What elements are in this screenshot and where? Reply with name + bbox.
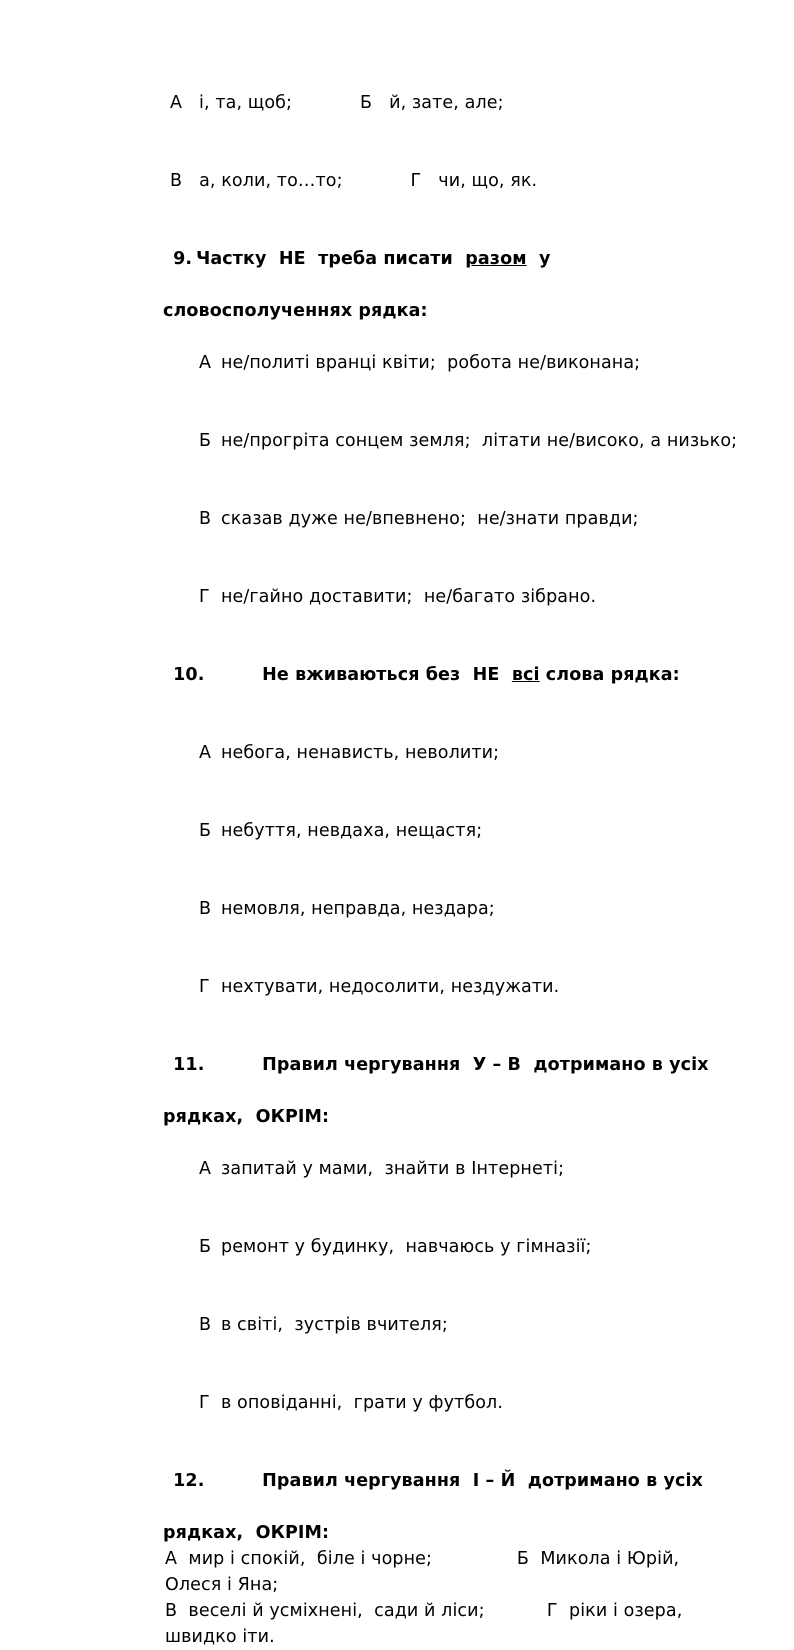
question-12-stem-text: Правил чергування І – Й дотримано в усіх [262,1471,703,1491]
question-9-stem-line-1 [136,220,756,298]
question-11-stem-line-2: рядках, ОКРІМ: [163,1107,330,1127]
question-10-option-b [136,792,756,870]
option-row [136,142,756,220]
option-text: нехтувати, недосолити, нездужати. [220,977,560,997]
question-9-option-g [136,558,756,636]
option-letter: А [198,353,212,373]
question-9-number: 9. [173,249,193,269]
option-text: небога, ненависть, неволити; [220,743,500,763]
question-10-stem-line-1 [136,636,756,714]
option-letter: Г [198,587,210,607]
question-12-stem-line-2: рядках, ОКРІМ: [163,1523,330,1543]
option-letter: А [198,1159,212,1179]
question-10-option-g [136,948,756,1026]
question-11-stem-text: Правил чергування У – В дотримано в усіх [262,1055,709,1075]
question-10-emphasis: всі [511,665,540,685]
option-text: не/политі вранці квіти; робота не/виконана; [220,353,641,373]
question-11-option-g [136,1364,756,1442]
option-letter: В [198,509,212,529]
option-text: небуття, невдаха, нещастя; [220,821,483,841]
question-10-option-a [136,714,756,792]
question-12-options-a-b: А мир і спокій, біле і чорне; Б Микола і Юрій, [165,1549,680,1569]
option-text: ремонт у будинку, навчаюсь у гімназії; [220,1237,592,1257]
question-9-option-v [136,480,756,558]
question-12-option-b-wrap: Олеся і Яна; [165,1575,279,1595]
question-10-number: 10. [173,665,205,685]
option-letter: Б [198,821,212,841]
question-10-stem-text-after: слова рядка: [539,665,680,685]
question-9-stem-line-2: словосполученнях рядка: [163,301,428,321]
option-pair-line: А і, та, щоб; Б й, зате, але; [169,93,504,113]
option-pair-line: В а, коли, то…то; Г чи, що, як. [169,171,538,191]
option-text: запитай у мами, знайти в Інтернеті; [220,1159,565,1179]
option-letter: Г [198,977,210,997]
question-9-stem-text-after: у [526,249,551,269]
question-9-emphasis: разом [465,249,527,269]
option-letter: В [198,1315,212,1335]
worksheet-body [136,64,756,1650]
option-text: немовля, неправда, нездара; [220,899,495,919]
question-11-option-v [136,1286,756,1364]
option-letter: Б [198,431,212,451]
question-9-stem-text-before: Частку НЕ треба писати [196,249,466,269]
option-letter: В [198,899,212,919]
option-row [136,64,756,142]
question-9-option-a [136,324,756,402]
option-text: в оповіданні, грати у футбол. [220,1393,503,1413]
question-9-option-b [136,402,756,480]
question-11-option-b [136,1208,756,1286]
option-text: сказав дуже не/впевнено; не/знати правди; [220,509,639,529]
question-11-stem-line-1 [136,1026,756,1104]
question-12-option-g-wrap: швидко іти. [165,1627,275,1647]
question-12-stem-line-1 [136,1442,756,1520]
question-10-option-v [136,870,756,948]
option-text: в світі, зустрів вчителя; [220,1315,448,1335]
option-letter: Г [198,1393,210,1413]
question-12-number: 12. [173,1471,205,1491]
option-text: не/гайно доставити; не/багато зібрано. [220,587,597,607]
option-text: не/прогріта сонцем земля; літати не/високо, а низько; [220,431,738,451]
question-10-stem-text-before: Не вживаються без НЕ [262,665,512,685]
question-11-option-a [136,1130,756,1208]
option-letter: Б [198,1237,212,1257]
question-11-number: 11. [173,1055,205,1075]
question-12-options-v-g: В веселі й усміхнені, сади й ліси; Г ріки і озера, [165,1601,683,1621]
option-letter: А [198,743,212,763]
